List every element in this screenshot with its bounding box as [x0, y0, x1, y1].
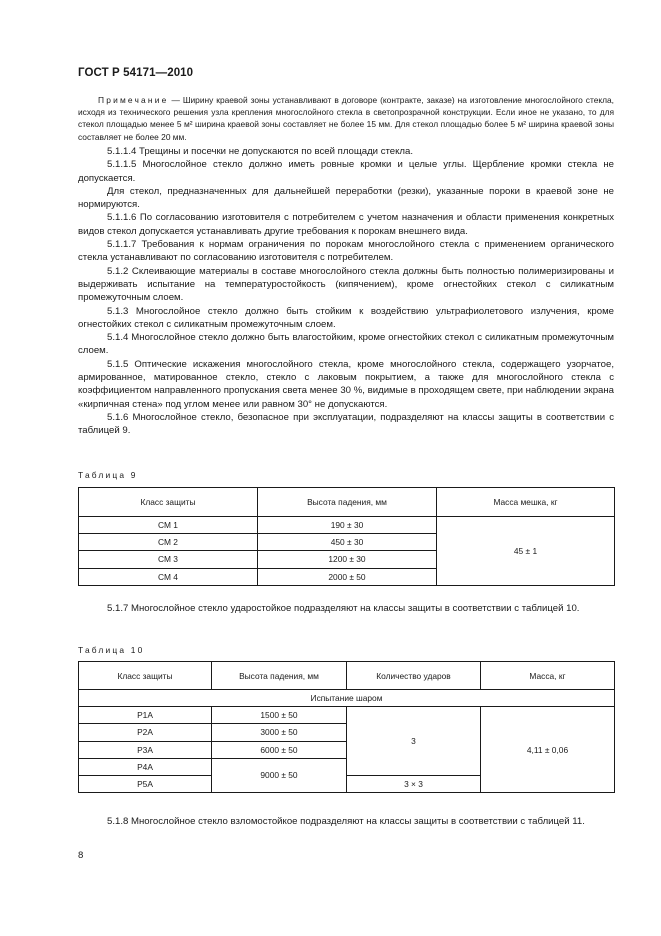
document-header: ГОСТ Р 54171—2010: [78, 67, 194, 79]
table-10-caption: Таблица 10: [78, 645, 145, 655]
table-9-cell-height: 1200 ± 30: [258, 551, 437, 568]
paragraph-5-1-2: 5.1.2 Склеивающие материалы в составе многослойного стекла должны быть полностью полимеризированы и выдерживать испытание на температуростойкость (кипячением), кроме огнестойких стекол с силикатным промежуточным слоем.: [78, 265, 614, 304]
paragraph-5-1-4: 5.1.4 Многослойное стекло должно быть влагостойким, кроме огнестойких стекол с силикатным промежуточным слоем.: [78, 332, 614, 357]
table-10-cell-class: Р2А: [79, 724, 212, 741]
table-10-cell-mass: 4,11 ± 0,06: [481, 707, 615, 793]
table-10-cell-class: Р5А: [79, 775, 212, 792]
table-9-header-height: Высота падения, мм: [258, 488, 437, 517]
paragraph-5-1-5: 5.1.5 Оптические искажения многослойного стекла, кроме многослойного стекла, содержащего узорчатое, армированное, матированное стекло, стекло с лаковым покрытием, а также для многослойного стекла с коэффициентом направленного пропускания света менее 30 %, видимые в проходящем свете, при наблюдении экрана «кирпичная стена» под углом менее или равном 30° не допускаются.: [78, 358, 614, 410]
main-text: [78, 145, 614, 438]
table-10-cell-class: Р1А: [79, 707, 212, 724]
table-9-caption: Таблица 9: [78, 470, 138, 480]
paragraph-edge-zone: Для стекол, предназначенных для дальнейшей переработки (резки), указанные пороки в краевой зоне не нормируются.: [78, 185, 614, 211]
table-10-cell-height: 3000 ± 50: [212, 724, 347, 741]
table-row: [79, 707, 615, 724]
paragraph-5-1-1-7: 5.1.1.7 Требования к нормам ограничения по порокам многослойного стекла с применением органического стекла устанавливают по согласованию изготовителя с потребителем.: [78, 239, 614, 264]
page-number: 8: [78, 850, 84, 861]
table-row: [79, 517, 615, 534]
paragraph-5-1-8: 5.1.8 Многослойное стекло взломостойкое подразделяют на классы защиты в соответствии с таблицей 11.: [107, 816, 585, 827]
note-text: — Ширину краевой зоны устанавливают в договоре (контракте, заказе) на изготовление многослойного стекла, исходя из технического решения узла крепления многослойного стекла в светопрозрачной конструкции. Если иное не указано, то для стекол площадью менее 5 м² ширина краевой зоны составляет не более 15 мм. Для стекол площадью более 5 м² ширина краевой зоны составляет не более 20 мм.: [78, 95, 614, 142]
table-9-cell-class: СМ 2: [79, 534, 258, 551]
paragraph-5-1-3: 5.1.3 Многослойное стекло должно быть стойким к воздействию ультрафиолетового излучения, кроме огнестойких стекол с силикатным промежуточным слоем.: [78, 305, 614, 330]
table-10-cell-height: 9000 ± 50: [212, 758, 347, 792]
table-10-section-ball-test: Испытание шаром: [79, 690, 615, 707]
note-label: Примечание: [98, 95, 169, 105]
paragraph-5-1-1-6: 5.1.1.6 По согласованию изготовителя с потребителем с учетом назначения и области применения конкретных видов стекол допускается устанавливать другие требования к порокам внешнего вида.: [78, 212, 614, 237]
after-table-9-text: [78, 602, 614, 615]
table-9-cell-class: СМ 1: [79, 517, 258, 534]
table-9-cell-height: 450 ± 30: [258, 534, 437, 551]
table-10-cell-height: 1500 ± 50: [212, 707, 347, 724]
table-10-cell-hits: 3 × 3: [347, 775, 481, 792]
table-9-cell-height: 2000 ± 50: [258, 568, 437, 585]
table-9-cell-class: СМ 3: [79, 551, 258, 568]
after-table-10-text: [78, 815, 614, 828]
paragraph-5-1-7: 5.1.7 Многослойное стекло ударостойкое подразделяют на классы защиты в соответствии с таблицей 10.: [107, 603, 580, 614]
table-9: [78, 487, 615, 586]
table-9-cell-height: 190 ± 30: [258, 517, 437, 534]
table-10-header-mass: Масса, кг: [481, 662, 615, 690]
table-10-cell-class: Р3А: [79, 741, 212, 758]
table-9-header-class: Класс защиты: [79, 488, 258, 517]
paragraph-5-1-1-5: 5.1.1.5 Многослойное стекло должно иметь ровные кромки и целые углы. Щербление кромки стекла не допускается.: [78, 159, 614, 184]
paragraph-5-1-1-4: 5.1.1.4 Трещины и посечки не допускаются по всей площади стекла.: [107, 146, 414, 157]
table-9-cell-class: СМ 4: [79, 568, 258, 585]
table-9-header-mass: Масса мешка, кг: [437, 488, 615, 517]
table-10-cell-class: Р4А: [79, 758, 212, 775]
table-10-header-height: Высота падения, мм: [212, 662, 347, 690]
table-9-cell-mass: 45 ± 1: [437, 517, 615, 586]
note-block: [78, 94, 614, 143]
table-10-header-class: Класс защиты: [79, 662, 212, 690]
table-10: [78, 661, 615, 793]
table-10-header-hits: Количество ударов: [347, 662, 481, 690]
paragraph-5-1-6: 5.1.6 Многослойное стекло, безопасное при эксплуатации, подразделяют на классы защиты в соответствии с таблицей 9.: [78, 411, 614, 437]
table-10-cell-height: 6000 ± 50: [212, 741, 347, 758]
table-10-cell-hits: 3: [347, 707, 481, 776]
